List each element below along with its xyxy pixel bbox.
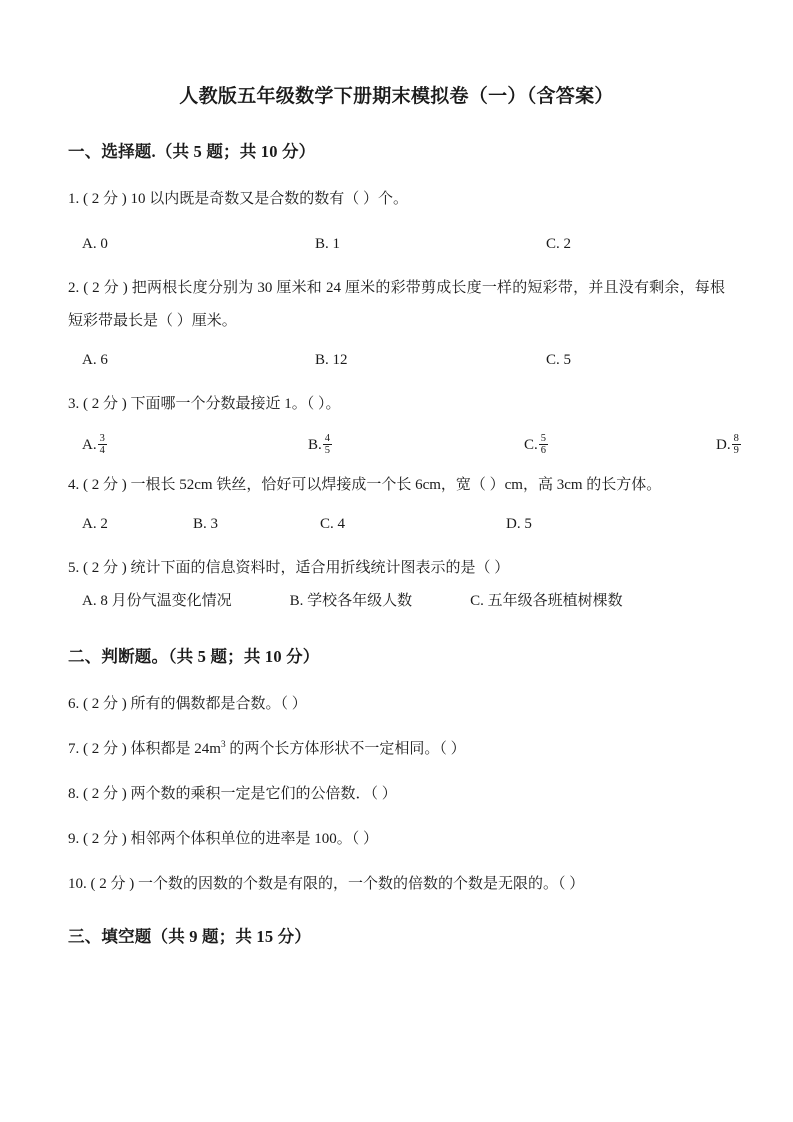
question-2-option-a[interactable]: A. 6 [82, 352, 108, 368]
question-2-stem: 把两根长度分别为 30 厘米和 24 厘米的彩带剪成长度一样的短彩带，并且没有剩余，每根短彩带最长是（ ）厘米。 [68, 280, 726, 329]
question-6-stem: 所有的偶数都是合数。（ ） [130, 696, 307, 712]
question-3-option-a-label: A. [82, 437, 97, 453]
question-5-stem: 统计下面的信息资料时，适合用折线统计图表示的是（ ） [130, 560, 510, 576]
question-6-marks: ( 2 分 ) [83, 696, 127, 712]
question-1 [68, 183, 725, 216]
question-1-option-a[interactable]: A. 0 [82, 236, 108, 252]
fraction-five-sixths [539, 433, 548, 456]
cube-exponent: 3 [220, 740, 226, 750]
question-4-option-d[interactable]: D. 5 [506, 516, 532, 532]
section-heading-truefalse: 二、判断题。（共 5 题；共 10 分） [68, 647, 320, 666]
question-1-number: 1. [68, 191, 80, 207]
question-8-number: 8. [68, 786, 80, 802]
question-3 [68, 388, 725, 421]
question-10-marks: ( 2 分 ) [90, 876, 135, 892]
fraction-numerator: 5 [540, 433, 547, 445]
question-3-stem: 下面哪一个分数最接近 1。（ ）。 [130, 396, 341, 412]
question-10-number: 10. [68, 876, 87, 892]
question-1-option-b[interactable]: B. 1 [315, 236, 341, 252]
question-5-option-a[interactable]: A. 8 月份气温变化情况 [82, 593, 232, 609]
question-5-options [68, 585, 725, 618]
question-8-marks: ( 2 分 ) [83, 786, 127, 802]
question-5-number: 5. [68, 560, 80, 576]
question-9 [68, 823, 725, 856]
question-8-stem: 两个数的乘积一定是它们的公倍数．（ ） [130, 786, 397, 802]
question-1-stem: 10 以内既是奇数又是合数的数有（ ）个。 [130, 191, 409, 207]
question-7-stem-before: 体积都是 24m [130, 741, 221, 757]
fraction-numerator: 4 [324, 433, 331, 445]
question-2 [68, 272, 725, 338]
question-9-stem: 相邻两个体积单位的进率是 100。（ ） [130, 831, 379, 847]
question-1-options [68, 228, 725, 260]
fraction-numerator: 8 [733, 433, 739, 445]
question-3-option-c[interactable] [524, 427, 549, 463]
question-4-stem: 一根长 52cm 铁丝，恰好可以焊接成一个长 6cm，宽（ ）cm，高 3cm 的长方体。 [130, 477, 662, 493]
question-2-option-c[interactable]: C. 5 [546, 352, 572, 368]
question-7-number: 7. [68, 741, 80, 757]
question-4 [68, 469, 725, 502]
question-1-marks: ( 2 分 ) [83, 191, 127, 207]
question-3-option-b[interactable] [308, 427, 333, 463]
question-3-options [68, 427, 739, 463]
fraction-four-fifths [323, 433, 332, 456]
question-9-number: 9. [68, 831, 80, 847]
question-4-options [68, 508, 725, 540]
question-9-marks: ( 2 分 ) [83, 831, 127, 847]
question-3-option-d-label: D. [716, 437, 731, 453]
question-7 [68, 733, 725, 766]
question-10 [68, 868, 725, 901]
fraction-numerator: 3 [99, 433, 105, 445]
question-7-marks: ( 2 分 ) [83, 741, 127, 757]
question-4-option-b[interactable]: B. 3 [193, 516, 219, 532]
question-5-marks: ( 2 分 ) [83, 560, 127, 576]
question-8 [68, 778, 725, 811]
question-6-number: 6. [68, 696, 80, 712]
fraction-denominator: 5 [324, 445, 331, 457]
question-3-option-d[interactable] [716, 427, 742, 463]
section-heading-choice: 一、选择题.（共 5 题；共 10 分） [68, 142, 316, 161]
question-7-stem-after: 的两个长方体形状不一定相同。（ ） [225, 741, 466, 757]
question-3-option-b-label: B. [308, 437, 322, 453]
question-4-option-c[interactable]: C. 4 [320, 516, 346, 532]
question-3-number: 3. [68, 396, 80, 412]
question-3-marks: ( 2 分 ) [83, 396, 127, 412]
question-2-marks: ( 2 分 ) [83, 280, 128, 296]
question-4-marks: ( 2 分 ) [83, 477, 127, 493]
question-1-option-c[interactable]: C. 2 [546, 236, 572, 252]
question-3-option-c-label: C. [524, 437, 538, 453]
section-heading-fillblank: 三、填空题（共 9 题；共 15 分） [68, 927, 312, 946]
question-5-option-c[interactable]: C. 五年级各班植树棵数 [470, 593, 623, 609]
page-title: 人教版五年级数学下册期末模拟卷（一）（含答案） [179, 86, 614, 107]
question-5-option-b[interactable]: B. 学校各年级人数 [289, 593, 413, 609]
question-2-number: 2. [68, 280, 80, 296]
question-4-option-a[interactable]: A. 2 [82, 516, 108, 532]
question-5 [68, 552, 725, 585]
question-2-options [68, 344, 725, 376]
fraction-denominator: 6 [540, 445, 547, 457]
question-2-option-b[interactable]: B. 12 [315, 352, 348, 368]
fraction-denominator: 4 [99, 445, 105, 457]
fraction-three-quarters [98, 433, 107, 456]
question-6 [68, 688, 725, 721]
fraction-denominator: 9 [733, 445, 739, 457]
question-4-number: 4. [68, 477, 80, 493]
question-10-stem: 一个数的因数的个数是有限的，一个数的倍数的个数是无限的。（ ） [138, 876, 585, 892]
question-3-option-a[interactable] [82, 427, 108, 463]
fraction-eight-ninths [732, 433, 741, 456]
